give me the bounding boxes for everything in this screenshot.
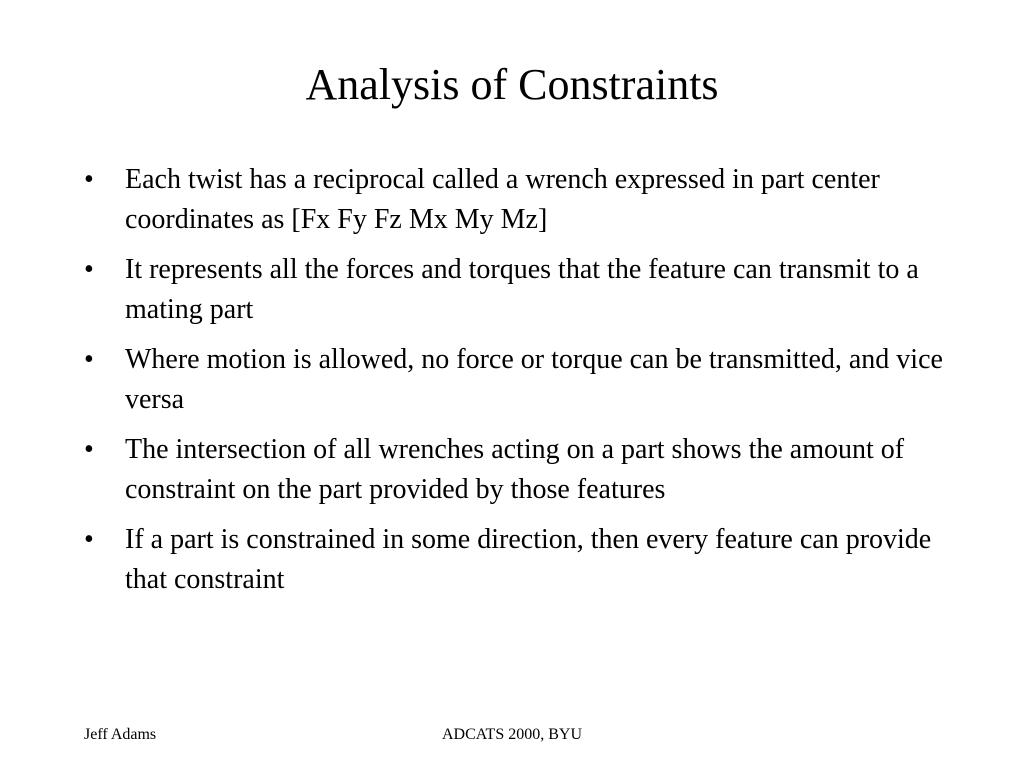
bullet-list [84, 160, 954, 610]
footer-event: ADCATS 2000, BYU [441, 726, 582, 743]
bullet-marker: • [84, 434, 94, 465]
footer-author: Jeff Adams [84, 726, 157, 743]
bullet-text: It represents all the forces and torques that the feature can transmit to a mating part [125, 254, 919, 325]
bullet-item [84, 520, 954, 600]
slide-title: Analysis of Constraints [305, 60, 719, 109]
bullet-marker: • [84, 344, 94, 375]
bullet-marker: • [84, 254, 94, 285]
bullet-text: If a part is constrained in some direction, then every feature can provide that constraint [125, 524, 932, 595]
bullet-item [84, 250, 954, 330]
bullet-text: Where motion is allowed, no force or torque can be transmitted, and vice versa [125, 344, 943, 415]
bullet-marker: • [84, 164, 94, 195]
bullet-marker: • [84, 524, 94, 555]
bullet-item [84, 340, 954, 420]
bullet-item [84, 160, 954, 240]
bullet-item [84, 430, 954, 510]
bullet-text: The intersection of all wrenches acting on a part shows the amount of constraint on the part provided by those features [125, 434, 905, 505]
bullet-text: Each twist has a reciprocal called a wrench expressed in part center coordinates as [Fx Fy Fz Mx My Mz] [125, 164, 880, 235]
